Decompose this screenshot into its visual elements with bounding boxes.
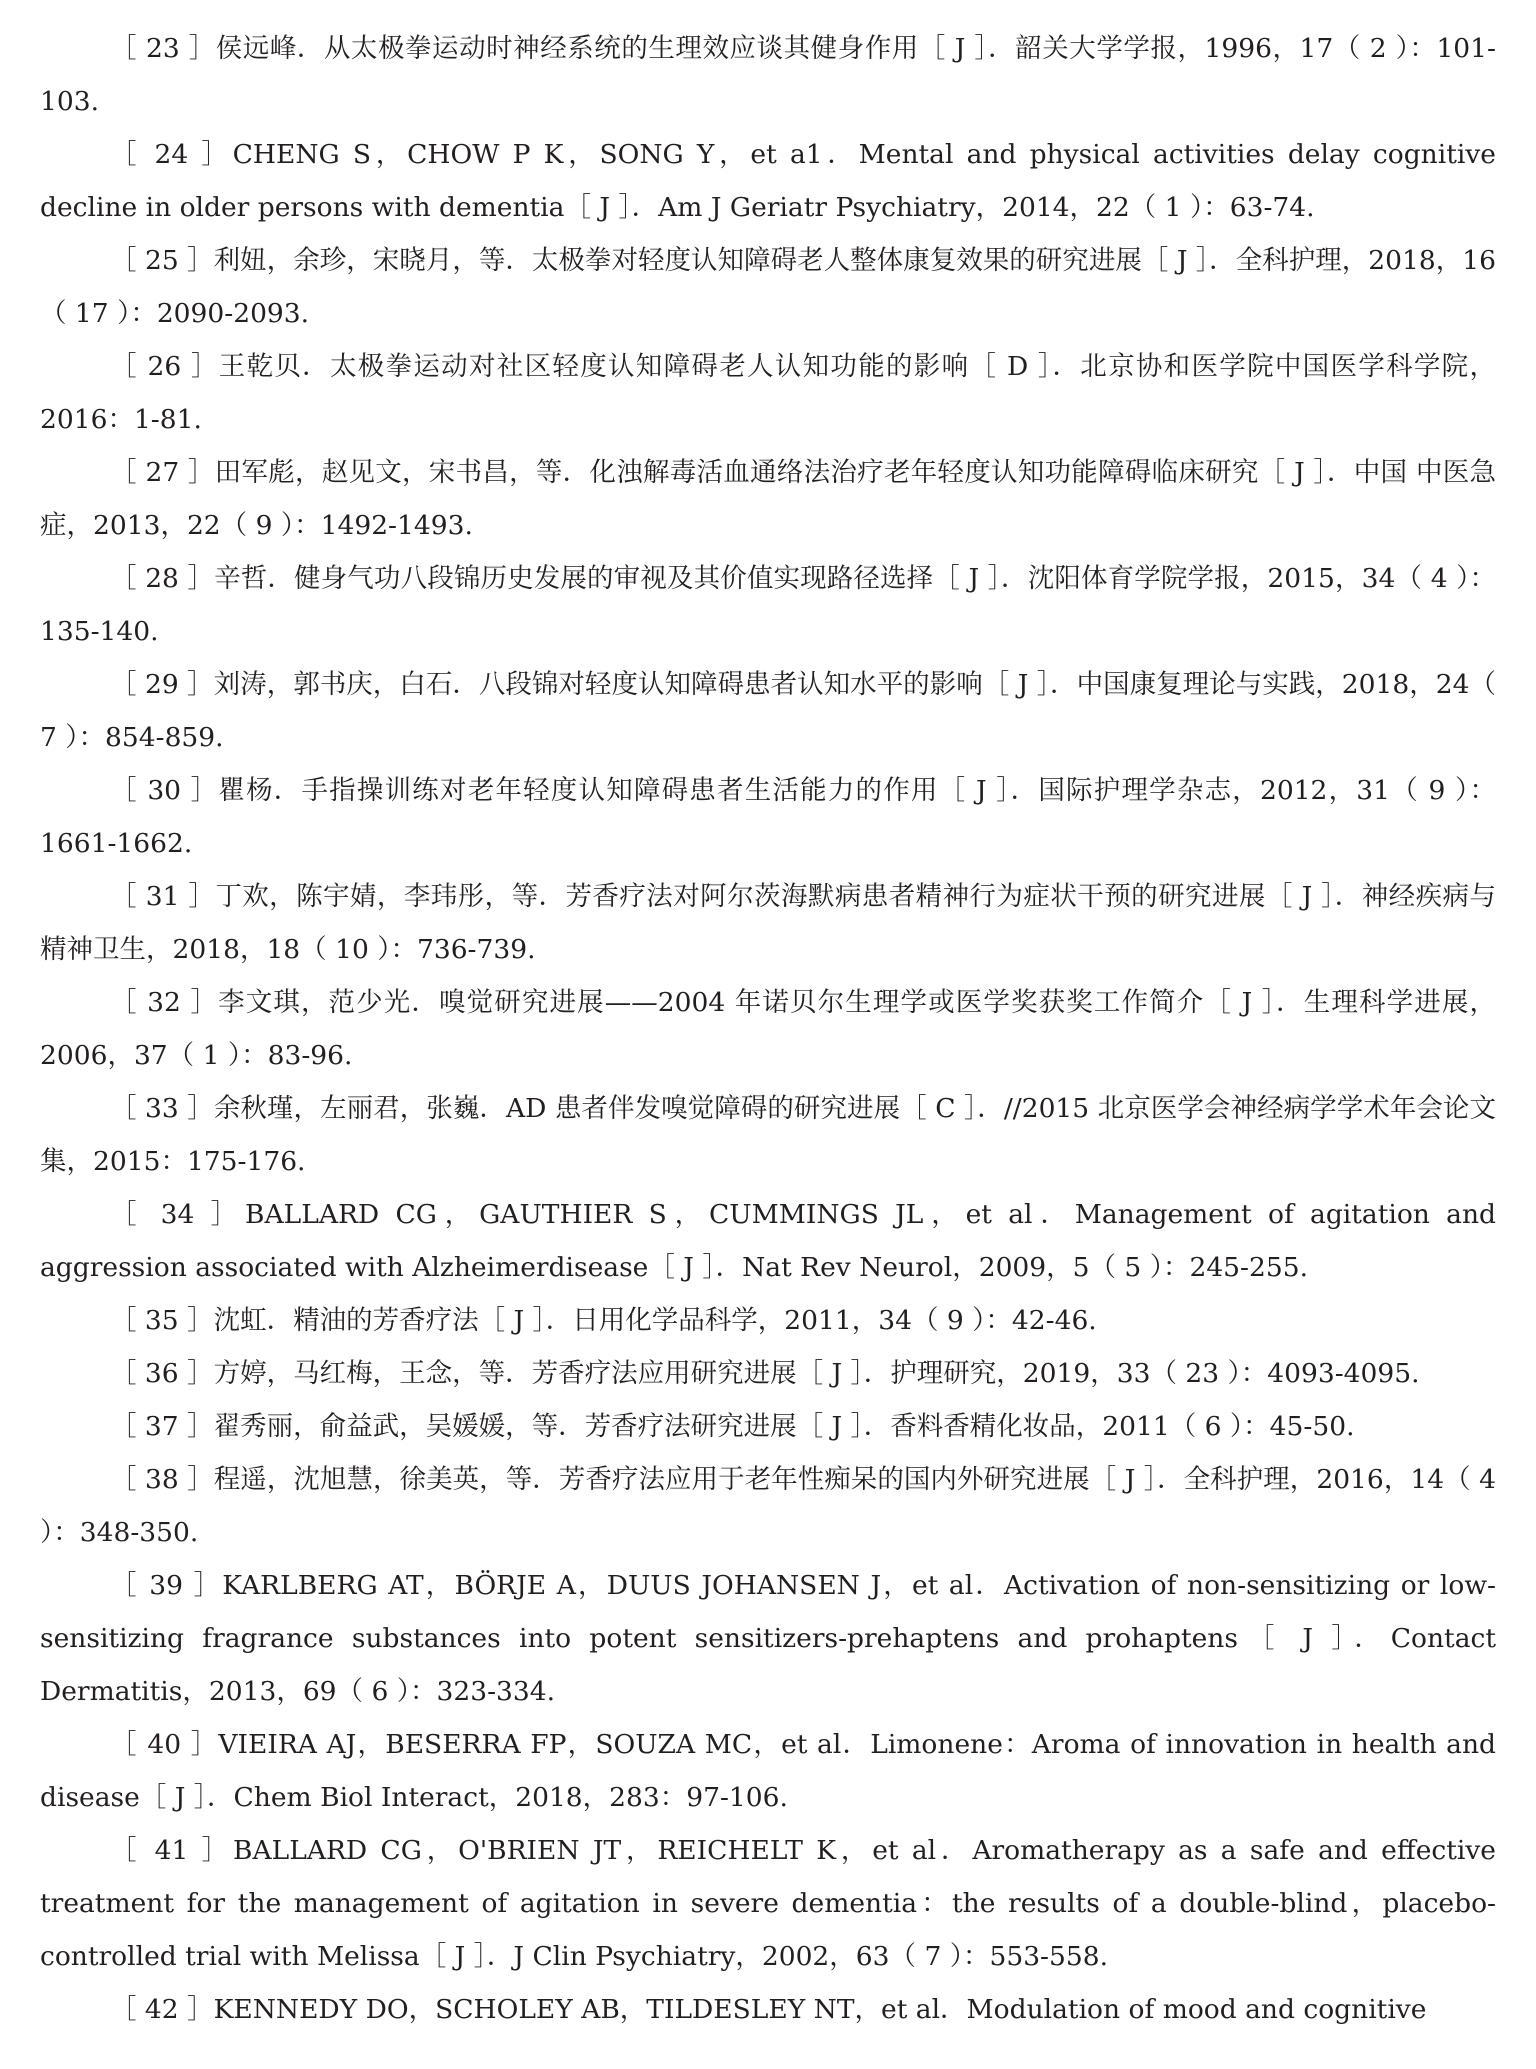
reference-41: ［ 41 ］BALLARD CG，O'BRIEN JT，REICHELT K，et al．Aromatherapy as a safe and effective treatment for the management of agitation in severe dementia：the results of a double-blind，placebo-controlled trial with Melissa［ J ］．J Clin Psychiatry，2002，63（ 7 ）：553-558. <box>40 1835 1496 1972</box>
reference-40: ［ 40 ］VIEIRA AJ，BESERRA FP，SOUZA MC，et al．Limonene：Aroma of innovation in health and disease［ J ］．Chem Biol Interact，2018，283：97-106. <box>40 1729 1496 1813</box>
reference-38: ［ 38 ］程遥，沈旭慧，徐美英，等．芳香疗法应用于老年性痴呆的国内外研究进展［ J ］．全科护理，2016，14（ 4 ）：348-350. <box>40 1464 1496 1548</box>
reference-33: ［ 33 ］余秋瑾，左丽君，张巍．AD 患者伴发嗅觉障碍的研究进展［ C ］．//2015 北京医学会神经病学学术年会论文集，2015：175-176. <box>40 1093 1496 1177</box>
reference-36: ［ 36 ］方婷，马红梅，王念，等．芳香疗法应用研究进展［ J ］．护理研究，2019，33（ 23 ）：4093-4095. <box>110 1358 1420 1389</box>
reference-24: ［ 24 ］CHENG S，CHOW P K，SONG Y，et a1．Mental and physical activities delay cognitive decline in older persons with dementia［ J ］．Am J Geriatr Psychiatry，2014，22（ 1 ）：63-74. <box>40 139 1496 223</box>
reference-32: ［ 32 ］李文琪，范少光．嗅觉研究进展——2004 年诺贝尔生理学或医学奖获奖工作简介［ J ］．生理科学进展，2006，37（ 1 ）：83-96. <box>40 987 1496 1071</box>
reference-34: ［ 34 ］BALLARD CG，GAUTHIER S，CUMMINGS JL，et al．Management of agitation and aggression associated with Alzheimerdisease［ J ］．Nat Rev Neurol，2009，5（ 5 ）：245-255. <box>40 1199 1496 1283</box>
reference-list <box>40 22 1496 2036</box>
reference-26: ［ 26 ］王乾贝．太极拳运动对社区轻度认知障碍老人认知功能的影响［ D ］．北京协和医学院中国医学科学院，2016：1-81. <box>40 351 1496 435</box>
reference-23: ［ 23 ］侯远峰．从太极拳运动时神经系统的生理效应谈其健身作用［ J ］．韶关大学学报，1996，17（ 2 ）：101-103. <box>40 33 1496 117</box>
reference-37: ［ 37 ］翟秀丽，俞益武，吴媛媛，等．芳香疗法研究进展［ J ］．香料香精化妆品，2011（ 6 ）：45-50. <box>110 1411 1355 1442</box>
reference-42: ［ 42 ］KENNEDY DO，SCHOLEY AB，TILDESLEY NT，et al．Modulation of mood and cognitive <box>110 1994 1427 2025</box>
reference-29: ［ 29 ］刘涛，郭书庆，白石．八段锦对轻度认知障碍患者认知水平的影响［ J ］．中国康复理论与实践，2018，24（ 7 ）：854-859. <box>40 669 1496 753</box>
reference-27: ［ 27 ］田军彪，赵见文，宋书昌，等．化浊解毒活血通络法治疗老年轻度认知功能障碍临床研究［ J ］．中国 中医急症，2013，22（ 9 ）：1492-1493. <box>40 457 1496 541</box>
reference-25: ［ 25 ］利妞，余珍，宋晓月，等．太极拳对轻度认知障碍老人整体康复效果的研究进展［ J ］．全科护理，2018，16（ 17 ）：2090-2093. <box>40 245 1496 329</box>
reference-39: ［ 39 ］KARLBERG AT，BÖRJE A，DUUS JOHANSEN J，et al．Activation of non-sensitizing or low-sensitizing fragrance substances into potent sensitizers-prehaptens and prohaptens［ J ］．Contact Dermatitis，2013，69（ 6 ）：323-334. <box>40 1570 1496 1707</box>
reference-35: ［ 35 ］沈虹．精油的芳香疗法［ J ］．日用化学品科学，2011，34（ 9 ）：42-46. <box>110 1305 1097 1336</box>
reference-28: ［ 28 ］辛哲．健身气功八段锦历史发展的审视及其价值实现路径选择［ J ］．沈阳体育学院学报，2015，34（ 4 ）：135-140. <box>40 563 1496 647</box>
reference-31: ［ 31 ］丁欢，陈宇婧，李玮彤，等．芳香疗法对阿尔茨海默病患者精神行为症状干预的研究进展［ J ］．神经疾病与精神卫生，2018，18（ 10 ）：736-739. <box>40 881 1496 965</box>
reference-30: ［ 30 ］瞿杨．手指操训练对老年轻度认知障碍患者生活能力的作用［ J ］．国际护理学杂志，2012，31（ 9 ）：1661-1662. <box>40 775 1496 859</box>
